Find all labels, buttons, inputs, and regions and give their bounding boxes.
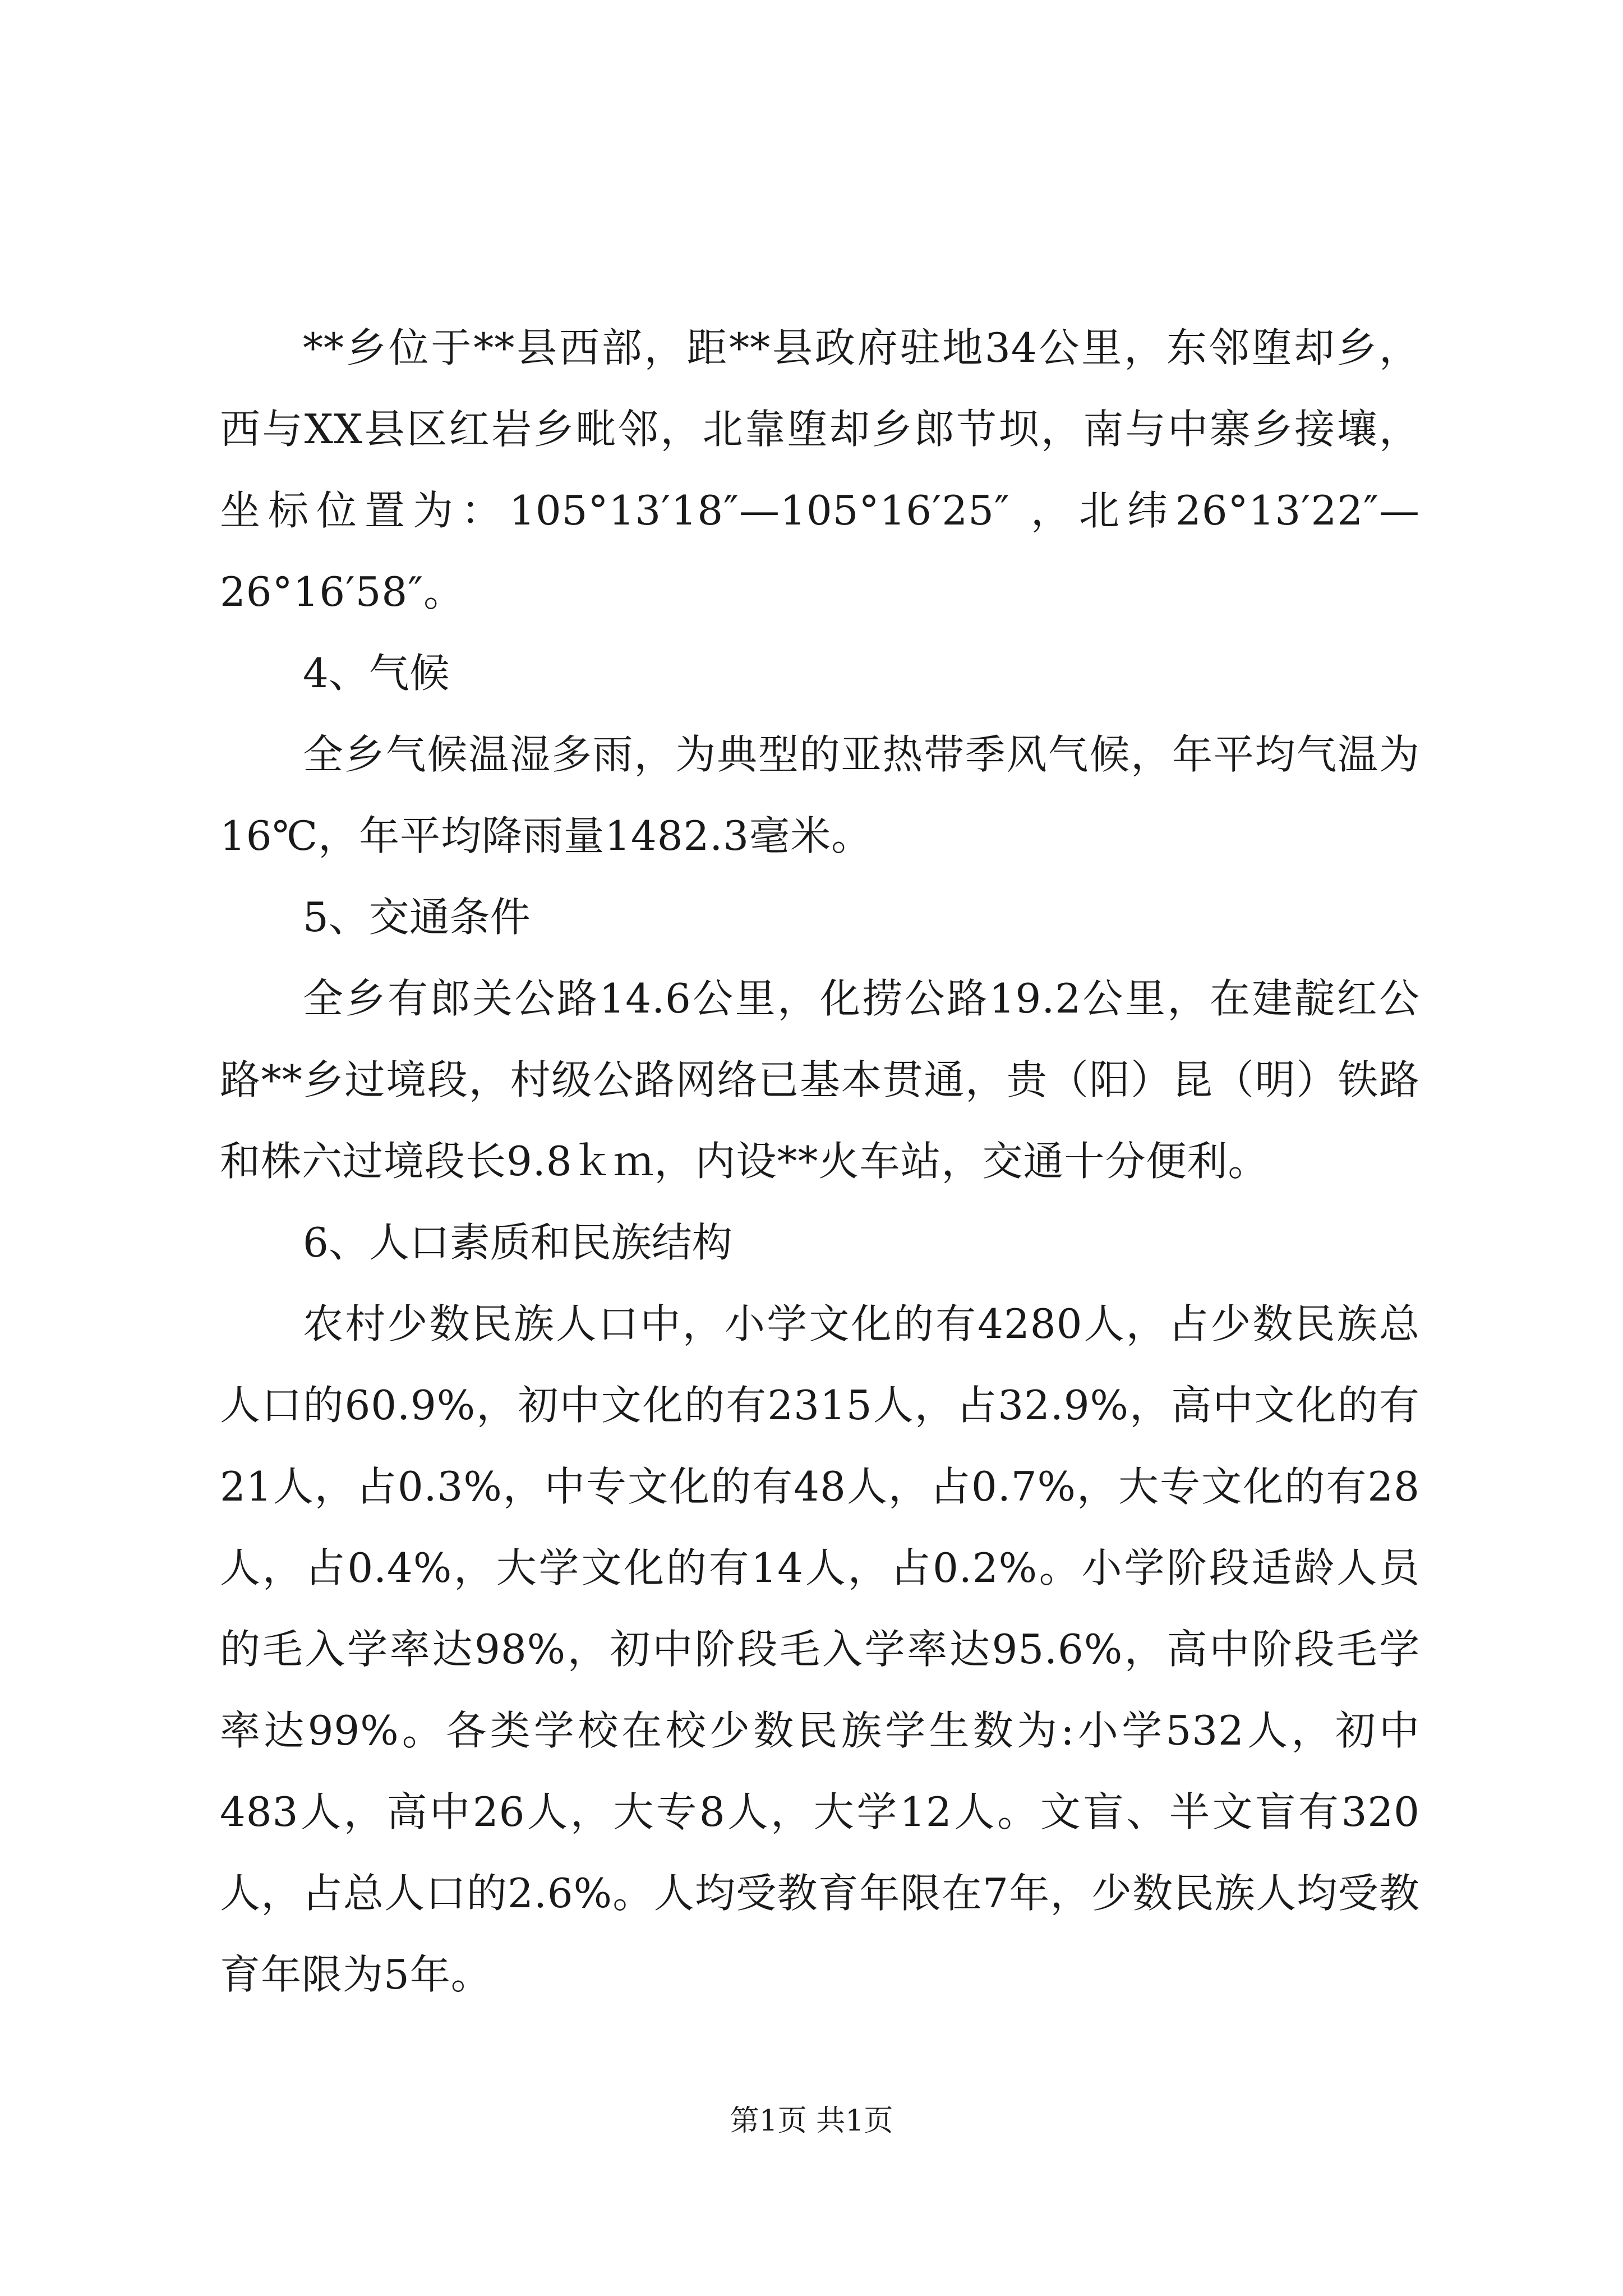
population-heading: 6、人口素质和民族结构 xyxy=(303,1219,732,1266)
traffic-paragraph: 全乡有郎关公路14.6公里，化捞公路19.2公里，在建靛红公路**乡过境段，村级公路网络已基本贯通，贵（阳）昆（明）铁路和株六过境段长9.8ｋｍ，内设**火车站，交通十分便利。 xyxy=(220,975,1420,1185)
document-body xyxy=(220,307,1420,2016)
population-paragraph: 农村少数民族人口中，小学文化的有4280人，占少数民族总人口的60.9%，初中文化的有2315人，占32.9%，高中文化的有21人，占0.3%，中专文化的有48人，占0.7%，大专文化的有28人，占0.4%，大学文化的有14人，占0.2%。小学阶段适龄人员的毛入学率达98%，初中阶段毛入学率达95.6%，高中阶段毛学率达99%。各类学校在校少数民族学生数为:小学532人，初中483人，高中26人，大专8人，大学12人。文盲、半文盲有320人，占总人口的2.6%。人均受教育年限在7年，少数民族人均受教育年限为5年。 xyxy=(220,1300,1420,1998)
climate-heading: 4、气候 xyxy=(303,650,450,697)
climate-paragraph: 全乡气候温湿多雨，为典型的亚热带季风气候，年平均气温为16℃，年平均降雨量1482.3毫米。 xyxy=(220,731,1420,859)
location-paragraph: **乡位于**县西部，距**县政府驻地34公里，东邻堕却乡，西与XX县区红岩乡毗邻，北靠堕却乡郎节坝，南与中寨乡接壤，坐标位置为：105°13′18″—105°16′25″ ，北纬26°13′22″—26°16′58″。 xyxy=(220,324,1420,615)
traffic-heading: 5、交通条件 xyxy=(303,894,531,941)
page-footer: 第1页 共1页 xyxy=(730,2104,893,2138)
